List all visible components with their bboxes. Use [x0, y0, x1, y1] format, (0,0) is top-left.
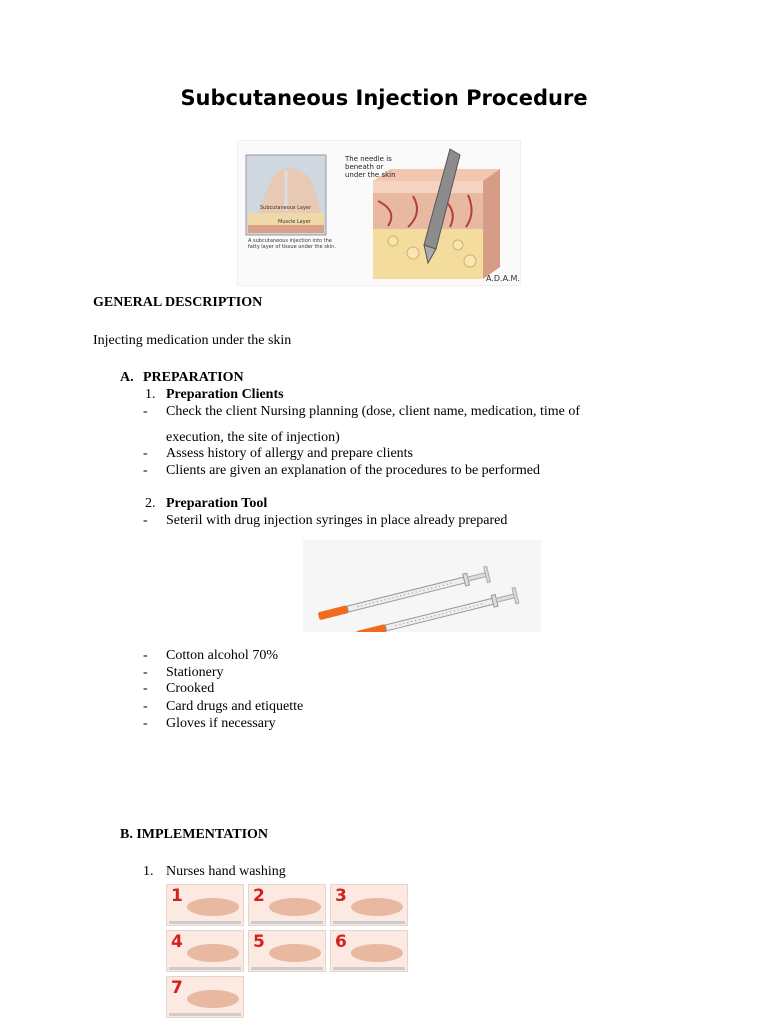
- general-text: Injecting medication under the skin: [93, 333, 292, 348]
- tool-number: 2.: [145, 496, 156, 511]
- hands-icon: [185, 983, 241, 1011]
- dash: -: [143, 513, 148, 528]
- dash: -: [143, 463, 148, 478]
- tool-item-3: Crooked: [166, 681, 215, 696]
- step-caption: [333, 967, 405, 970]
- handwash-step: [330, 930, 408, 972]
- hands-icon: [267, 937, 323, 965]
- dash: -: [143, 648, 148, 663]
- left-caption-line-1: A subcutaneous injection into the: [248, 238, 332, 244]
- step-number: 5: [253, 932, 265, 952]
- step-caption: [169, 967, 241, 970]
- label-muscle: Muscle Layer: [278, 219, 311, 225]
- implementation-heading: B. IMPLEMENTATION: [120, 827, 269, 842]
- tool-item-5: Gloves if necessary: [166, 716, 276, 731]
- step-caption: [169, 1013, 241, 1016]
- handwash-step: [166, 976, 244, 1018]
- handwash-step: [248, 930, 326, 972]
- tool-item-1: Cotton alcohol 70%: [166, 648, 278, 663]
- injection-illustration-svg: [238, 141, 520, 285]
- clients-number: 1.: [145, 387, 156, 402]
- dash: -: [143, 665, 148, 680]
- handwashing-steps: [166, 884, 408, 1024]
- step-caption: [333, 921, 405, 924]
- syringes-image: [303, 540, 541, 632]
- hands-icon: [349, 891, 405, 919]
- step-number: 3: [335, 886, 347, 906]
- step-caption: [169, 921, 241, 924]
- dash: -: [143, 404, 148, 419]
- handwash-step: [330, 884, 408, 926]
- preparation-letter: A.: [120, 370, 134, 385]
- dash: -: [143, 699, 148, 714]
- preparation-heading: PREPARATION: [143, 370, 244, 385]
- clients-item-1-cont: execution, the site of injection): [166, 430, 340, 445]
- dash: -: [143, 681, 148, 696]
- step-number: 6: [335, 932, 347, 952]
- left-caption-line-2: fatty layer of tissue under the skin.: [248, 244, 336, 250]
- needle-label-2: beneath or: [345, 163, 384, 171]
- adam-logo: A.D.A.M.: [486, 274, 520, 283]
- general-heading: GENERAL DESCRIPTION: [93, 295, 263, 310]
- implementation-step-number: 1.: [143, 864, 154, 879]
- tool-item-4: Card drugs and etiquette: [166, 699, 304, 714]
- handwash-step: [166, 930, 244, 972]
- clients-item-2: Assess history of allergy and prepare clients: [166, 446, 414, 461]
- handwash-step: [166, 884, 244, 926]
- syringes-svg: [303, 540, 541, 632]
- label-subcutaneous: Subcutaneous Layer: [260, 205, 312, 211]
- tool-first-item: Seteril with drug injection syringes in place already prepared: [166, 513, 508, 528]
- hands-icon: [185, 891, 241, 919]
- dash: -: [143, 446, 148, 461]
- page-title: Subcutaneous Injection Procedure: [180, 86, 588, 110]
- step-caption: [251, 967, 323, 970]
- implementation-step-1: Nurses hand washing: [166, 864, 286, 879]
- step-number: 7: [171, 978, 183, 998]
- hands-icon: [185, 937, 241, 965]
- injection-illustration: [237, 140, 521, 286]
- step-number: 1: [171, 886, 183, 906]
- step-number: 4: [171, 932, 183, 952]
- hands-icon: [349, 937, 405, 965]
- tool-item-2: Stationery: [166, 665, 224, 680]
- clients-item-1: Check the client Nursing planning (dose, client name, medication, time of: [166, 404, 581, 419]
- step-caption: [251, 921, 323, 924]
- needle-label-3: under the skin: [345, 171, 396, 179]
- dash: -: [143, 716, 148, 731]
- needle-label-1: The needle is: [345, 155, 392, 163]
- clients-item-3: Clients are given an explanation of the procedures to be performed: [166, 463, 540, 478]
- hands-icon: [267, 891, 323, 919]
- clients-heading: Preparation Clients: [166, 387, 284, 402]
- tool-heading: Preparation Tool: [166, 496, 268, 511]
- step-number: 2: [253, 886, 265, 906]
- handwash-step: [248, 884, 326, 926]
